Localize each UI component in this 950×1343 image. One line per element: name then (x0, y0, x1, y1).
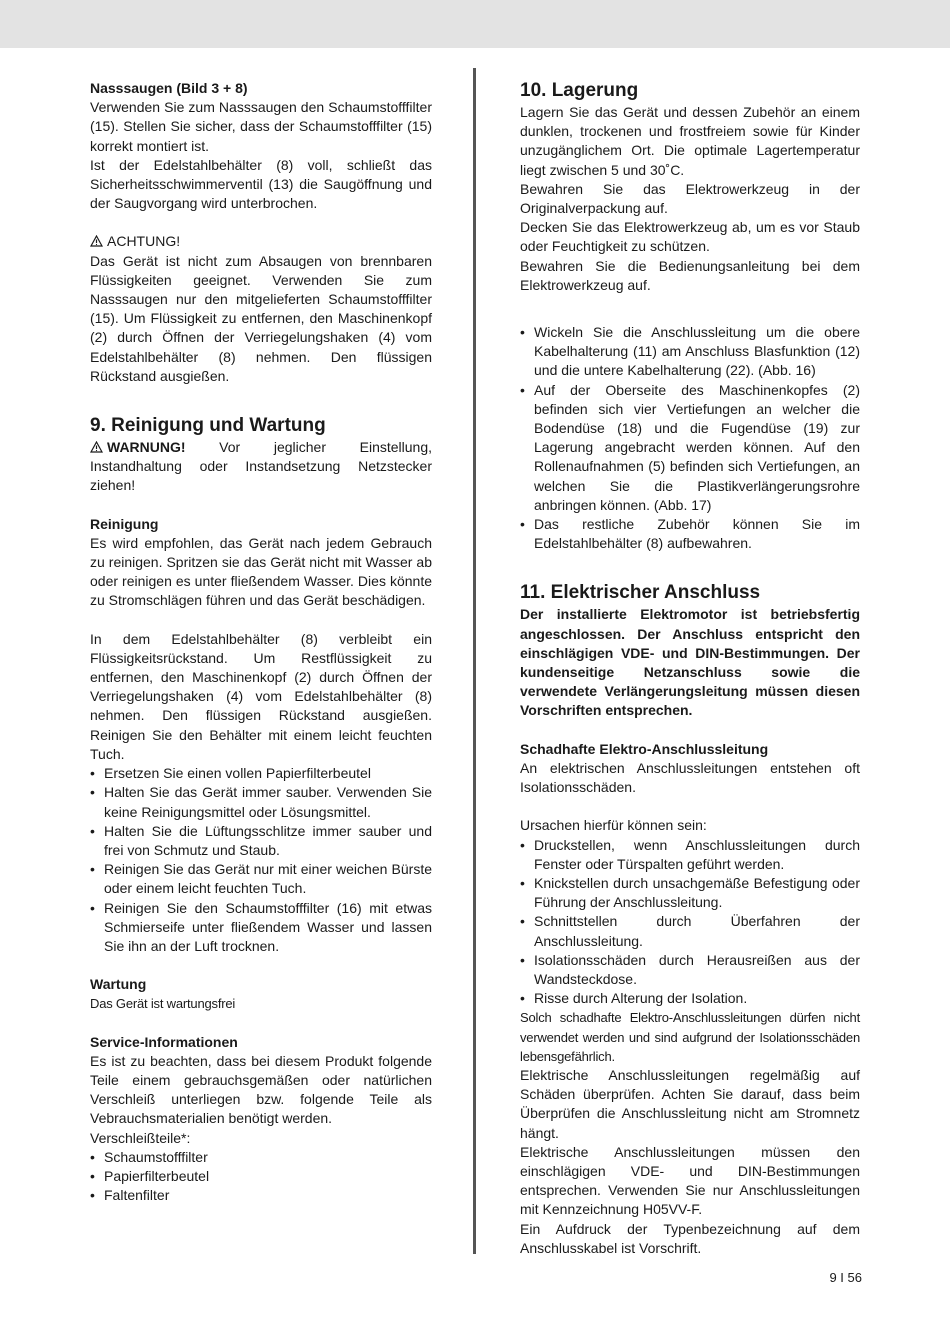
list-item: • Isolationsschäden durch Herausreißen aus der Wandsteckdose. (520, 951, 860, 989)
service-text: Es ist zu beachten, dass bei diesem Produkt folgende Teile einem gebrauchsgemäßen oder natürlichen Verschleiß unterliegen bzw. folgende Teile als Vebrauchsmaterialien benötigt werden. (90, 1052, 432, 1127)
section-9-title: 9. Reinigung und Wartung (90, 415, 326, 437)
left-column (90, 79, 432, 1205)
service-heading: Service-Informationen (90, 1033, 238, 1050)
warnung-body: Vor jeglicher Einstellung, Instandhaltung oder Instandsetzung Netzstecker ziehen! (90, 439, 432, 494)
list-item: • Schnittstellen durch Überfahren der Anschlussleitung. (520, 912, 860, 950)
warning-triangle-icon (90, 235, 103, 247)
reinigung-list (90, 764, 432, 956)
lagerung-text-2: Bewahren Sie das Elektrowerkzeug in der Originalverpackung auf. (520, 180, 860, 217)
achtung-label-text: ACHTUNG! (107, 233, 181, 250)
anschluss-bold-text: Der installierte Elektromotor ist betriebsfertig angeschlossen. Der Anschluss entspricht den einschlägigen VDE- und DIN-Bestimmungen. Der kundenseitige Netzanschluss sowie die verwendete Verlängerungsleitung müssen diesen Vorschriften entsprechen. (520, 606, 860, 719)
wartung-text: Das Gerät ist wartungsfrei (90, 996, 236, 1012)
achtung-text: Das Gerät ist nicht zum Absaugen von brennbaren Flüssigkeiten geeignet. Verwenden Sie zum Nasssaugen nur den mitgelieferten Schaumstofffilter (15). Um Flüssigkeit zu entfernen, den Maschinenkopf (2) durch Öffnen der Verriegelungshaken (4) vom Edelstahlbehälter (8) nehmen. Den flüssigen Rückstand ausgießen. (90, 252, 432, 384)
achtung-label (90, 232, 432, 251)
column-divider (473, 68, 476, 1254)
pruef-text: Elektrische Anschlussleitungen regelmäßig auf Schäden überprüfen. Achten Sie darauf, dass beim Überprüfen die Anschlussleitung nicht am Stromnetz hängt. (520, 1066, 860, 1141)
list-item: • Risse durch Alterung der Isolation. (520, 989, 860, 1008)
list-item: • Wickeln Sie die Anschlussleitung um die obere Kabelhalterung (11) am Anschluss Blasfunktion (12) und die untere Kabelhalterung (22). (Abb. 16) (520, 323, 860, 381)
list-item: • Reinigen Sie den Schaumstofffilter (16) mit etwas Schmierseife unter fließendem Wasser und lassen Sie ihn an der Luft trocknen. (90, 899, 432, 957)
header-band (0, 0, 950, 48)
list-item: • Druckstellen, wenn Anschlussleitungen durch Fenster oder Türspalten geführt werden. (520, 836, 860, 874)
lagerung-text-4: Bewahren Sie die Bedienungsanleitung bei dem Elektrowerkzeug auf. (520, 257, 860, 293)
ursachen-list (520, 836, 860, 1009)
page-number: 9 I 56 (829, 1270, 862, 1285)
verschleiss-label: Verschleißteile*: (90, 1129, 191, 1146)
list-item: • Faltenfilter (90, 1186, 432, 1205)
warnung-label: WARNUNG! (107, 439, 186, 456)
lagerung-list (520, 323, 860, 553)
reinigung-text-1: Es wird empfohlen, das Gerät nach jedem Gebrauch zu reinigen. Spritzen sie das Gerät nicht mit Wasser ab oder reinigen es unter fließendem Wasser. Dies könnte zu Stromschlägen führen und das Gerät beschädigen. (90, 534, 432, 609)
section-10-title: 10. Lagerung (520, 80, 639, 101)
list-item: • Papierfilterbeutel (90, 1167, 432, 1186)
warnung-text (90, 438, 432, 496)
verschleiss-list (90, 1148, 432, 1206)
list-item: • Halten Sie das Gerät immer sauber. Verwenden Sie keine Reinigungsmittel oder Lösungsmittel. (90, 783, 432, 821)
ursachen-label: Ursachen hierfür können sein: (520, 817, 707, 834)
nasssaugen-text-2: Ist der Edelstahlbehälter (8) voll, schließt das Sicherheitsschwimmerventil (13) die Saugöffnung und der Saugvorgang wird unterbrochen. (90, 156, 432, 212)
list-item: • Halten Sie die Lüftungsschlitze immer sauber und frei von Schmutz und Staub. (90, 822, 432, 860)
wartung-heading: Wartung (90, 976, 147, 993)
nasssaugen-text-1: Verwenden Sie zum Nasssaugen den Schaumstofffilter (15). Stellen Sie sicher, dass der Schaumstofffilter (15) korrekt montiert ist. (90, 99, 432, 154)
vde-text: Elektrische Anschlussleitungen müssen den einschlägigen VDE- und DIN-Bestimmungen entsprechen. Verwenden Sie nur Anschlussleitungen mit Kennzeichnung H05VV-F. (520, 1143, 860, 1218)
list-item: • Reinigen Sie das Gerät nur mit einer weichen Bürste oder einem leicht feuchten Tuch. (90, 860, 432, 898)
reinigung-heading: Reinigung (90, 515, 159, 532)
nasssaugen-heading: Nasssaugen (Bild 3 + 8) (90, 80, 248, 96)
schadhaft-heading: Schadhafte Elektro-Anschlussleitung (520, 740, 769, 757)
list-item: • Auf der Oberseite des Maschinenkopfes (2) befinden sich vier Vertiefungen an welcher die Bodendüse (18) und die Fugendüse (19) zur Lagerung angebracht werden können. Auf den Rollenaufnahmen (5) befinden sich Vertiefungen, an welchen Sie die Plastikverlängerungsrohre anbringen können. (Abb. 17) (520, 381, 860, 515)
list-item: • Knickstellen durch unsachgemäße Befestigung oder Führung der Anschlussleitung. (520, 874, 860, 912)
reinigung-text-2: In dem Edelstahlbehälter (8) verbleibt ein Flüssigkeitsrückstand. Um Restflüssigkeit zu entfernen, den Maschinenkopf (2) durch Öffnen der Verriegelungshaken (4) vom Edelstahlbehälter (8) nehmen. Den flüssigen Rückstand ausgießen. Reinigen Sie den Behälter mit einem leicht feuchten Tuch. (90, 630, 432, 762)
lagerung-text-1: Lagern Sie das Gerät und dessen Zubehör an einem dunklen, trockenen und frostfreiem sowie für Kinder unzugänglichem Ort. Die optimale Lagertemperatur liegt zwischen 5 und 30˚C. (520, 104, 860, 178)
schadhaft-text: An elektrischen Anschlussleitungen entstehen oft Isolationsschäden. (520, 759, 860, 796)
list-item: • Ersetzen Sie einen vollen Papierfilterbeutel (90, 764, 432, 783)
lagerung-text-3: Decken Sie das Elektrowerkzeug ab, um es vor Staub oder Feuchtigkeit zu schützen. (520, 219, 860, 255)
aufdruck-text: Ein Aufdruck der Typenbezeichnung auf dem Anschlusskabel ist Vorschrift. (520, 1220, 860, 1256)
right-column (520, 79, 860, 1258)
warning-triangle-icon (90, 441, 103, 453)
solch-text: Solch schadhafte Elektro-Anschlussleitungen dürfen nicht verwendet werden und sind aufgrund der Isolationsschäden lebensgefährlich. (520, 1010, 860, 1064)
section-11-title: 11. Elektrischer Anschluss (520, 582, 761, 604)
list-item: • Schaumstofffilter (90, 1148, 432, 1167)
list-item: • Das restliche Zubehör können Sie im Edelstahlbehälter (8) aufbewahren. (520, 515, 860, 553)
